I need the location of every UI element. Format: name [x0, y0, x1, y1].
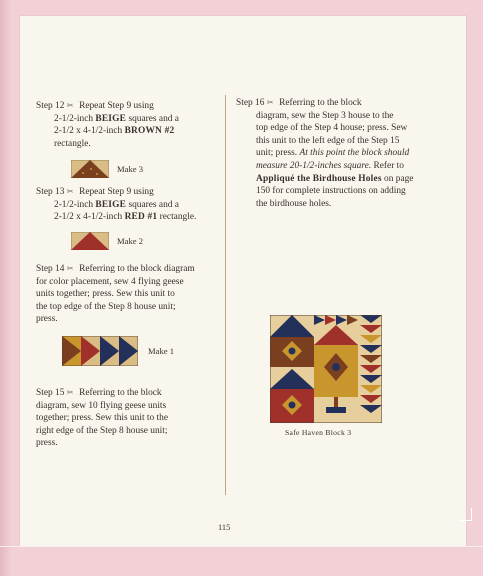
step-text: rectangle.: [54, 138, 91, 149]
step-text: on page: [381, 173, 414, 184]
step-note: measure 20-1/2-inches square.: [256, 160, 372, 171]
flying-geese-red-sample: [71, 232, 109, 250]
make-label: Make 2: [117, 236, 144, 246]
step-14: [36, 263, 221, 326]
step-13: [36, 186, 216, 224]
make-label: Make 3: [117, 164, 144, 174]
step-label: Step 12: [36, 101, 65, 111]
color-name: RED #1: [124, 212, 158, 223]
scissors-icon: ✂: [66, 388, 74, 397]
reference-title: Appliqué the Birdhouse Holes: [256, 173, 382, 184]
step-text: 2-1/2-inch: [54, 113, 96, 124]
corner-mark: [459, 508, 472, 521]
step-text: Repeat Step 9 using: [79, 187, 154, 197]
step-text: press.: [36, 438, 58, 449]
color-name: BEIGE: [95, 113, 127, 124]
step-text: Repeat Step 9 using: [79, 101, 154, 111]
step-16: [236, 97, 426, 210]
flying-geese-brown-sample: [71, 160, 109, 178]
scissors-icon: ✂: [66, 187, 74, 196]
step-text: unit; press.: [256, 148, 300, 159]
safe-haven-block-3-illustration: [270, 315, 382, 423]
step-text: 2-1/2-inch: [54, 199, 96, 210]
scissors-icon: ✂: [266, 98, 274, 107]
step-text: Referring to the block: [279, 98, 362, 108]
step-text: Refer to: [371, 160, 404, 171]
step-text: top edge of the Step 4 house; press. Sew: [256, 123, 408, 134]
step-text: diagram, sew the Step 3 house to the: [256, 110, 394, 121]
make-label: Make 1: [148, 346, 175, 356]
step-text: together; press. Sew this unit to the: [36, 413, 169, 424]
book-binding: [0, 0, 12, 576]
step-text: diagram, sew 10 flying geese units: [36, 400, 167, 411]
step-text: the birdhouse holes.: [256, 198, 332, 209]
flying-geese-strip-sample: [62, 336, 138, 366]
step-text: units together; press. Sew this unit to: [36, 289, 175, 300]
step-text: 2-1/2 x 4-1/2-inch: [54, 212, 125, 223]
step-text: right edge of the Step 8 house unit;: [36, 425, 168, 436]
step-text: 2-1/2 x 4-1/2-inch: [54, 126, 125, 137]
step-text: press.: [36, 314, 58, 325]
step-label: Step 13: [36, 187, 65, 197]
step-note: At this point the block should: [299, 148, 410, 159]
step-label: Step 15: [36, 388, 65, 398]
step-text: the top edge of the Step 8 house unit;: [36, 301, 176, 312]
step-text: 150 for complete instructions on adding: [256, 186, 406, 197]
color-name: BEIGE: [95, 199, 127, 210]
step-text: this unit to the left edge of the Step 15: [256, 135, 400, 146]
step-text: Referring to the block diagram: [79, 264, 195, 274]
page-number: 115: [218, 523, 231, 532]
step-label: Step 16: [236, 98, 265, 108]
scissors-icon: ✂: [66, 101, 74, 110]
column-divider: [225, 95, 226, 495]
page-edge: [0, 546, 483, 547]
step-text: squares and a: [126, 113, 179, 124]
scissors-icon: ✂: [66, 264, 74, 273]
step-text: Referring to the block: [79, 388, 162, 398]
step-label: Step 14: [36, 264, 65, 274]
color-name: BROWN #2: [124, 126, 175, 137]
step-text: rectangle.: [157, 212, 197, 223]
step-text: for color placement, sew 4 flying geese: [36, 276, 184, 287]
step-12: [36, 100, 216, 150]
step-text: squares and a: [126, 199, 179, 210]
step-15: [36, 387, 221, 450]
block-caption: Safe Haven Block 3: [285, 428, 352, 437]
